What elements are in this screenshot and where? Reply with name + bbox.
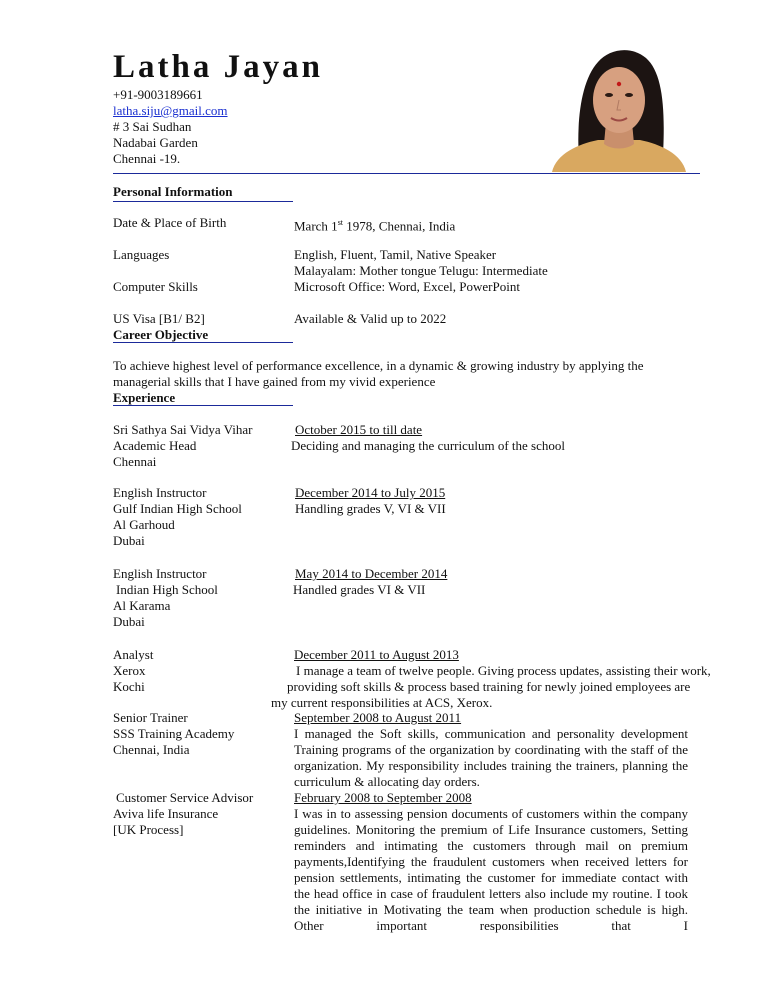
profile-photo: [548, 44, 690, 172]
job3-place-1: Al Karama: [113, 598, 171, 613]
job2-place-1: Al Garhoud: [113, 517, 175, 532]
email-link[interactable]: latha.siju@gmail.com: [113, 103, 228, 118]
job2-period: December 2014 to July 2015: [295, 485, 446, 500]
job6-org: Aviva life Insurance: [113, 806, 219, 821]
objective-text: To achieve highest level of performance excellence, in a dynamic & growing industry by applying the managerial skills that I have gained from my vivid experience: [113, 358, 644, 389]
dob-value: March 1st 1978, Chennai, India: [294, 218, 456, 234]
header-divider: [113, 173, 700, 174]
section-title-experience: Experience: [113, 390, 176, 405]
job3-place-2: Dubai: [113, 614, 145, 629]
job4-period: December 2011 to August 2013: [294, 647, 459, 662]
job6-place: [UK Process]: [113, 822, 184, 837]
job5-org: SSS Training Academy: [113, 726, 235, 741]
address-line-1: # 3 Sai Sudhan: [113, 119, 192, 134]
job3-period: May 2014 to December 2014: [295, 566, 448, 581]
dob-label: Date & Place of Birth: [113, 215, 227, 230]
job1-role: Academic Head: [113, 438, 197, 453]
visa-value: Available & Valid up to 2022: [294, 311, 447, 326]
job4-org: Xerox: [113, 663, 146, 678]
job6-period: February 2008 to September 2008: [294, 790, 472, 805]
job2-org: Gulf Indian High School: [113, 501, 242, 516]
job4-desc-2: providing soft skills & process based training for newly joined employees are: [287, 679, 691, 694]
section-rule-objective: [113, 342, 293, 343]
candidate-name: Latha Jayan: [113, 49, 323, 85]
job4-place: Kochi: [113, 679, 145, 694]
job5-place: Chennai, India: [113, 742, 190, 757]
section-title-objective: Career Objective: [113, 327, 209, 342]
job4-desc-1: I manage a team of twelve people. Giving process updates, assisting their work,: [296, 663, 711, 678]
languages-value-1: English, Fluent, Tamil, Native Speaker: [294, 247, 497, 262]
job6-role: Customer Service Advisor: [116, 790, 254, 805]
job4-role: Analyst: [113, 647, 154, 662]
contact-block: [113, 87, 228, 167]
job3-role: English Instructor: [113, 566, 207, 581]
job5-period: September 2008 to August 2011: [294, 710, 462, 725]
job5-desc: I managed the Soft skills, communication and personality development Training programs of the organization by coordinating with the staff of the organization. My responsibility includes training the trainers, planning the curriculum & allocating day orders.: [294, 726, 688, 789]
visa-label: US Visa [B1/ B2]: [113, 311, 205, 326]
section-rule-personal: [113, 201, 293, 202]
job4-desc-3: my current responsibilities at ACS, Xerox.: [271, 695, 493, 710]
job3-org: Indian High School: [116, 582, 218, 597]
address-line-3: Chennai -19.: [113, 151, 181, 166]
job2-place-2: Dubai: [113, 533, 145, 548]
section-rule-experience: [113, 405, 293, 406]
job3-desc: Handled grades VI & VII: [293, 582, 426, 597]
job1-period: October 2015 to till date: [295, 422, 423, 437]
section-title-personal: Personal Information: [113, 184, 233, 199]
computer-skills-value: Microsoft Office: Word, Excel, PowerPoint: [294, 279, 520, 294]
job2-role: English Instructor: [113, 485, 207, 500]
job1-desc: Deciding and managing the curriculum of the school: [291, 438, 566, 453]
job2-desc: Handling grades V, VI & VII: [295, 501, 446, 516]
computer-skills-label: Computer Skills: [113, 279, 198, 294]
languages-label: Languages: [113, 247, 170, 262]
job5-role: Senior Trainer: [113, 710, 188, 725]
languages-value-2: Malayalam: Mother tongue Telugu: Intermediate: [294, 263, 548, 278]
job1-org: Sri Sathya Sai Vidya Vihar: [113, 422, 253, 437]
job6-desc: I was in to assessing pension documents of customers within the company guidelines. Monitoring the premium of Life Insurance customers, Setting reminders and intimating the customers through mail on premium payments,Identifying the fraudulent customers when received letters for pension settlements, intimating the customer for immediate contact with the head office in case of fraudulent letters also include my routine. I took the initiative in Motivating the team when production schedule is high. Other important responsibilities that I: [294, 806, 688, 933]
phone: +91-9003189661: [113, 87, 203, 102]
job1-place: Chennai: [113, 454, 157, 469]
address-line-2: Nadabai Garden: [113, 135, 198, 150]
